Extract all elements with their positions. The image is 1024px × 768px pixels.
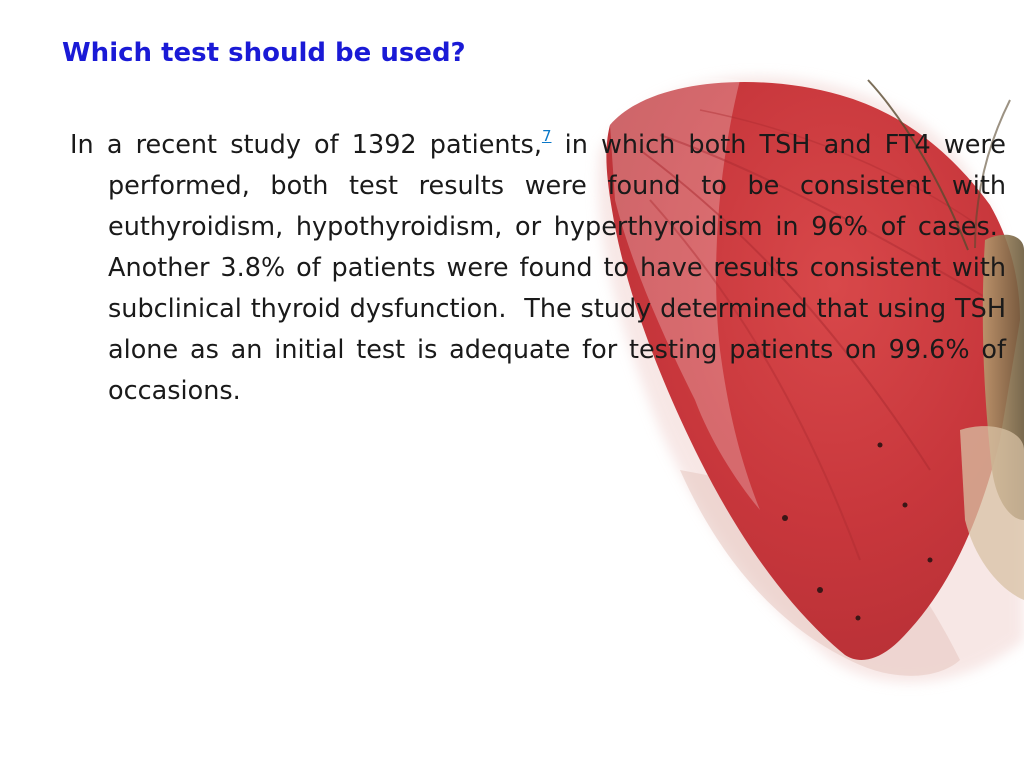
paragraph-text-rest: in which both TSH and FT4 were performed, both test results were found to be consistent with euthyroidism, hypothyroidism, or hyperthyroidism in 96% of cases. Another 3.8% of patients were found to have results consistent with subclinical thyroid dysfunction. The study determined that using TSH alone as an initial test is adequate for testing patients on 99.6% of occasions. [108,130,1006,406]
reference-link[interactable]: 7 [541,127,552,145]
paragraph-text-start: In a recent study of 1392 patients, [70,130,542,160]
slide-title: Which test should be used? [62,38,466,68]
body-paragraph [70,125,1006,412]
